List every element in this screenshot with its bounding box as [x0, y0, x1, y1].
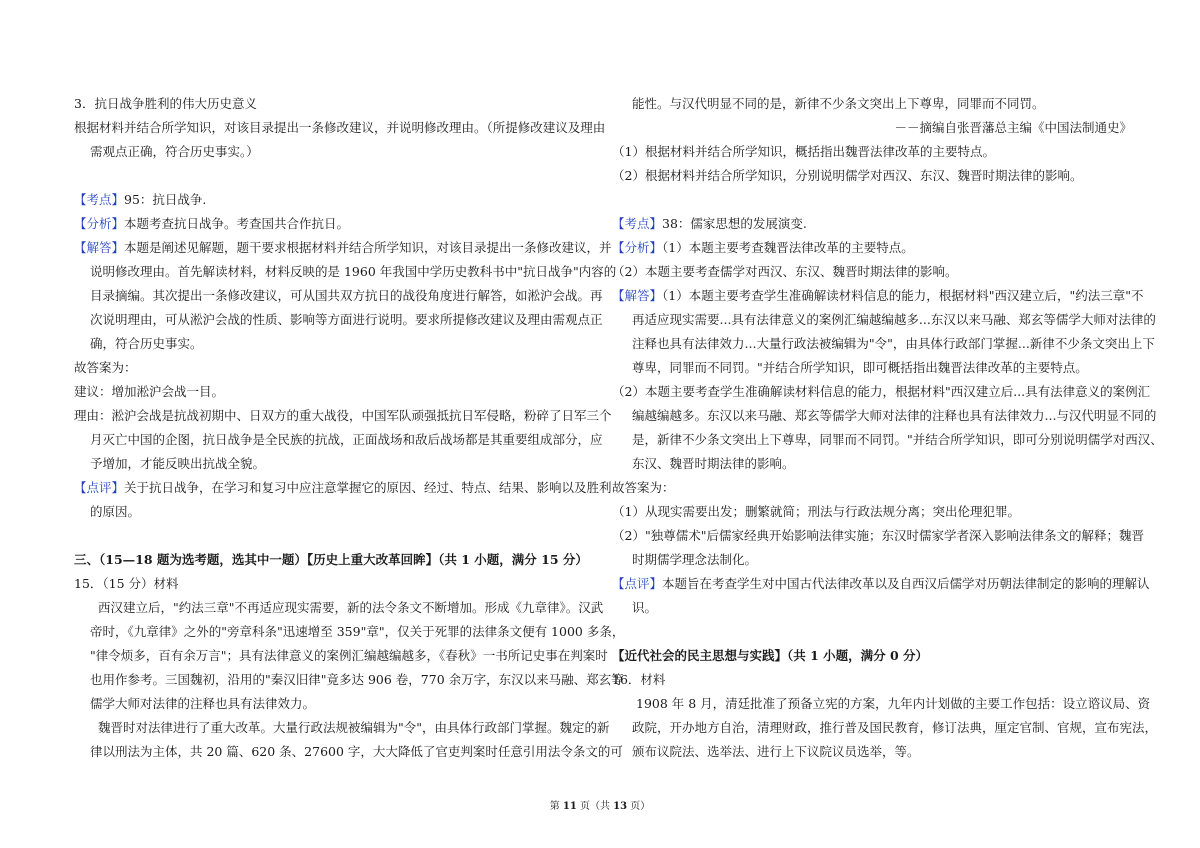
question-part-2: （2）根据材料并结合所学知识，分别说明儒学对西汉、东汉、魏晋时期法律的影响。 [612, 168, 1083, 183]
material-continuation: 能性。与汉代明显不同的是，新律不少条文突出上下尊卑，同罪而不同罚。 [632, 96, 1045, 111]
dianping-tag: 【点评】 [74, 480, 125, 495]
fenxi-row [74, 216, 349, 232]
question-15: 15．（15 分）材料 [74, 576, 179, 591]
jieda-line: 再适应现实需要...具有法律意义的案例汇编越编越多...东汉以来马融、郑玄等儒学大师对法律的 [632, 312, 1156, 327]
page-total: 13 [613, 801, 628, 812]
dianping-row [612, 576, 1150, 592]
section-heading: 【近代社会的民主思想与实践】（共 1 小题，满分 0 分） [612, 648, 929, 663]
answer-2-line: 时期儒学理念法制化。 [632, 552, 758, 567]
dianping-line: 识。 [632, 600, 658, 615]
kaodian-text: 38：儒家思想的发展演变. [662, 216, 807, 231]
dianping-row [74, 480, 612, 496]
material-line: 政院，开办地方自治，清理财政，推行普及国民教育，修订法典，厘定官制、官规，宣布宪法， [632, 720, 1158, 735]
answer-label: 故答案为： [612, 480, 675, 495]
jieda-line: 尊卑，同罪而不同罚。"并结合所学知识，即可概括指出魏晋法律改革的主要特点。 [632, 360, 1088, 375]
material-line: 儒学大师对法律的注释也具有法律效力。 [90, 696, 316, 711]
jieda-tag: 【解答】 [74, 240, 125, 255]
material-line: 帝时，《九章律》之外的"旁章科条"迅速增至 359"章"，仅关于死罪的法律条文便有 1000 多条， [90, 624, 625, 639]
material-line: 颁布议院法、选举法、进行上下议院议员选举，等。 [632, 744, 920, 759]
dianping-line: 的原因。 [90, 504, 141, 519]
jieda-text: （1）本题主要考查学生准确解读材料信息的能力，根据材料"西汉建立后，"约法三章"不 [662, 288, 1144, 303]
material-line: 1908 年 8 月，清廷批准了预备立宪的方案，九年内计划做的主要工作包括：设立谘议局、资 [636, 696, 1151, 711]
fenxi-tag: 【分析】 [74, 216, 125, 231]
page-number: 11 [562, 801, 577, 812]
kaodian-tag: 【考点】 [612, 216, 663, 231]
kaodian-text: 95：抗日战争. [124, 192, 207, 207]
jieda-line: 目录摘编。其次提出一条修改建议，可从国共双方抗日的战役角度进行解答，如淞沪会战。再 [90, 288, 603, 303]
footer-mid: 页（共 [576, 801, 614, 812]
kaodian-row [612, 216, 807, 232]
question-part-1: （1）根据材料并结合所学知识，概括指出魏晋法律改革的主要特点。 [612, 144, 995, 159]
jieda-text: 本题是阐述见解题，题干要求根据材料并结合所学知识，对该目录提出一条修改建议，并 [124, 240, 612, 255]
answer-2: （2）"独尊儒术"后儒家经典开始影响法律实施；东汉时儒家学者深入影响法律条文的解释；魏晋 [612, 528, 1144, 543]
fenxi-tag: 【分析】 [612, 240, 663, 255]
question-16: 16．材料 [612, 672, 666, 687]
fenxi-row [612, 240, 914, 256]
jieda-line: 次说明理由，可从淞沪会战的性质、影响等方面进行说明。要求所提修改建议及理由需观点正 [90, 312, 603, 327]
fenxi-text: （1）本题主要考查魏晋法律改革的主要特点。 [662, 240, 914, 255]
answer-1: （1）从现实需要出发；删繁就简；刑法与行政法规分离；突出伦理犯罪。 [612, 504, 1020, 519]
jieda-line: 注释也具有法律效力...大量行政法被编辑为"令"，由具体行政部门掌握...新律不少条文突出上下 [632, 336, 1155, 351]
footer-post: 页） [627, 801, 651, 812]
jieda-line: （2）本题主要考查学生准确解读材料信息的能力，根据材料"西汉建立后...具有法律意义的案例汇 [612, 384, 1151, 399]
jieda-tag: 【解答】 [612, 288, 663, 303]
dianping-text: 关于抗日战争，在学习和复习中应注意掌握它的原因、经过、特点、结果、影响以及胜利 [124, 480, 612, 495]
item-3: 3．抗日战争胜利的伟大历史意义 [74, 96, 257, 111]
dianping-text: 本题旨在考查学生对中国古代法律改革以及自西汉后儒学对历朝法律制定的影响的理解认 [662, 576, 1150, 591]
jieda-line: 东汉、魏晋时期法律的影响。 [632, 456, 795, 471]
question-prompt-line: 需观点正确，符合历史事实。） [90, 144, 259, 159]
reason-line: 理由：淞沪会战是抗战初期中、日双方的重大战役，中国军队顽强抵抗日军侵略，粉碎了日军三个 [74, 408, 612, 423]
question-prompt-line: 根据材料并结合所学知识，对该目录提出一条修改建议，并说明修改理由。（所提修改建议及理由 [74, 120, 606, 135]
material-line: "律令烦多，百有余万言"；具有法律意义的案例汇编越编越多，《春秋》一书所记史事在判案时 [90, 648, 608, 663]
jieda-line: 是，新律不少条文突出上下尊卑，同罪而不同罚。"并结合所学知识，即可分别说明儒学对西汉、 [632, 432, 1163, 447]
suggestion-line: 建议：增加淞沪会战一目。 [74, 384, 225, 399]
material-line: 律以刑法为主体，共 20 篇、620 条、27600 字，大大降低了官吏判案时任意引用法令条文的可 [90, 744, 623, 759]
reason-line: 予增加，才能反映出抗战全貌。 [90, 456, 266, 471]
material-line: 西汉建立后，"约法三章"不再适应现实需要，新的法令条文不断增加。形成《九章律》。汉武 [98, 600, 604, 615]
material-line: 也用作参考。三国魏初，沿用的"秦汉旧律"竟多达 906 卷，770 余万字，东汉以来马融、郑玄等 [90, 672, 624, 687]
footer-pre: 第 [549, 801, 563, 812]
material-line: 魏晋时对法律进行了重大改革。大量行政法规被编辑为"令"，由具体行政部门掌握。魏定的新 [98, 720, 610, 735]
reason-line: 月灭亡中国的企图，抗日战争是全民族的抗战，正面战场和敌后战场都是其重要组成部分，应 [90, 432, 603, 447]
jieda-row [74, 240, 612, 256]
answer-label: 故答案为： [74, 360, 137, 375]
jieda-line: 说明修改理由。首先解读材料，材料反映的是 1960 年我国中学历史教科书中"抗日战争"内容的 [90, 264, 617, 279]
dianping-tag: 【点评】 [612, 576, 663, 591]
section-heading: 三、（15—18 题为选考题，选其中一题）【历史上重大改革回眸】（共 1 小题，满分 15 分） [74, 552, 588, 567]
jieda-line: 编越编越多。东汉以来马融、郑玄等儒学大师对法律的注释也具有法律效力...与汉代明显不同的 [632, 408, 1157, 423]
source-line: －－摘编自张晋藩总主编《中国法制通史》 [894, 120, 1132, 135]
page-footer [0, 800, 1200, 814]
jieda-line: 确，符合历史事实。 [90, 336, 203, 351]
fenxi-text: 本题考查抗日战争。考查国共合作抗日。 [124, 216, 350, 231]
kaodian-tag: 【考点】 [74, 192, 125, 207]
fenxi-line: （2）本题主要考查儒学对西汉、东汉、魏晋时期法律的影响。 [612, 264, 958, 279]
jieda-row [612, 288, 1143, 304]
kaodian-row [74, 192, 206, 208]
